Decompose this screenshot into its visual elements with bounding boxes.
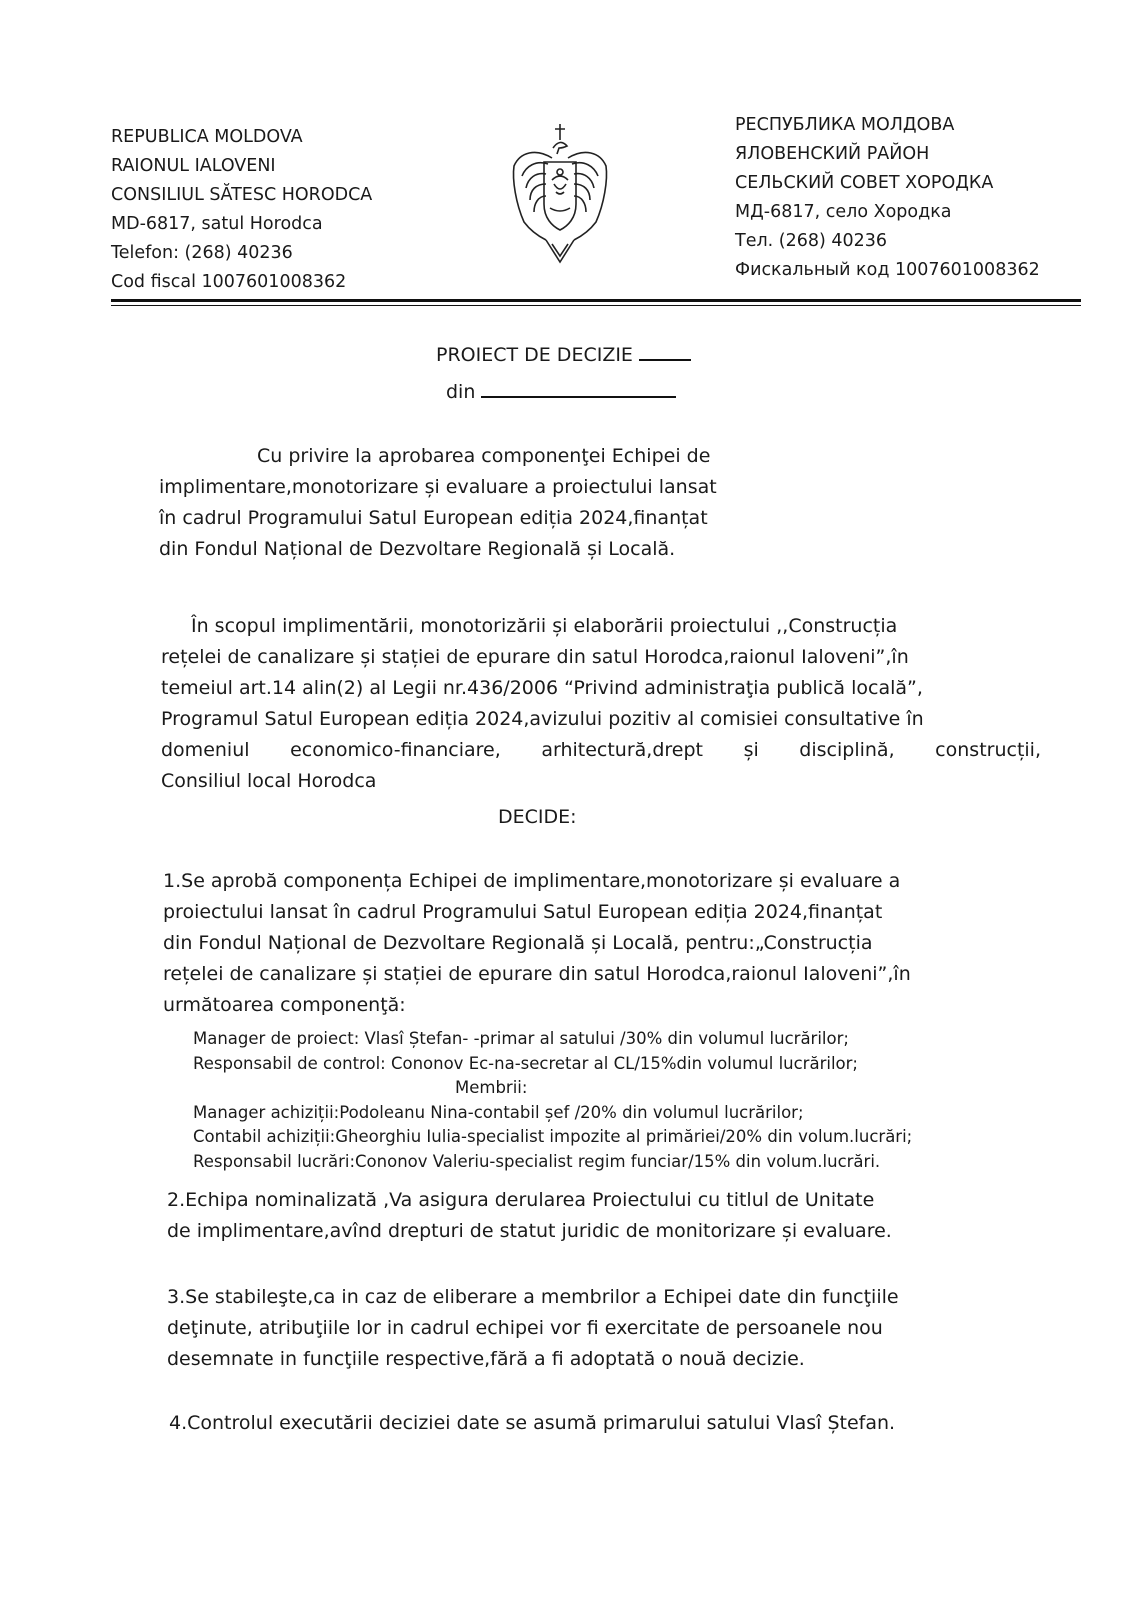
article-line: următoarea componenţă: <box>163 994 406 1016</box>
article-1 <box>163 866 1037 1021</box>
document-date <box>446 381 676 403</box>
article-line: 3.Se stabileşte,ca in caz de eliberare a membrilor a Echipei date din funcţiile <box>167 1286 899 1308</box>
title-text: PROIECT DE DECIZIE <box>436 344 633 366</box>
header-divider-thin <box>111 305 1081 306</box>
members-heading: Membrii: <box>455 1078 528 1097</box>
header-line: Тел. (268) 40236 <box>735 231 888 251</box>
article-line: rețelei de canalizare și stației de epurare din satul Horodca,raionul Ialoveni”,în <box>163 963 911 985</box>
member-manager: Manager de proiect: Vlasî Ștefan- -primar al satului /30% din volumul lucrărilor; <box>193 1029 849 1048</box>
article-line: desemnate in funcţiile respective,fără a fi adoptată o nouă decizie. <box>167 1348 805 1370</box>
preamble-line: temeiul art.14 alin(2) al Legii nr.436/2006 “Privind administraţia publică locală”, <box>161 677 923 699</box>
header-line: Cod fiscal 1007601008362 <box>111 272 347 292</box>
date-blank <box>481 382 676 398</box>
member-control: Responsabil de control: Cononov Ec-na-secretar al CL/15%din volumul lucrărilor; <box>193 1053 858 1073</box>
header-line: CONSILIUL SĂTESC HORODCA <box>111 185 373 205</box>
team-members-list <box>193 1027 912 1174</box>
preamble-paragraph <box>161 611 1041 797</box>
article-line: 1.Se aprobă componența Echipei de implimentare,monotorizare și evaluare a <box>163 870 901 892</box>
header-line: RAIONUL IALOVENI <box>111 156 276 176</box>
header-right-russian <box>735 111 1040 285</box>
header-line: Фискальный код 1007601008362 <box>735 260 1040 280</box>
subject-line: Cu privire la aprobarea componenţei Echipei de <box>257 445 711 467</box>
member-item: Manager achiziții:Podoleanu Nina-contabil șef /20% din volumul lucrărilor; <box>193 1102 804 1122</box>
article-3 <box>167 1282 1041 1375</box>
preamble-line: domeniul economico-financiare, arhitectură,drept și disciplină, construcții, <box>161 739 1041 761</box>
article-line: din Fondul Național de Dezvoltare Regională și Locală, pentru:„Construcția <box>163 932 873 954</box>
header-line: СЕЛЬСКИЙ СОВЕТ ХОРОДКА <box>735 173 994 193</box>
date-label: din <box>446 381 476 403</box>
article-line: deţinute, atribuţiile lor in cadrul echipei vor fi exercitate de persoanele nou <box>167 1317 883 1339</box>
article-line: proiectului lansat în cadrul Programului Satul European ediția 2024,finanțat <box>163 901 883 923</box>
subject-line: din Fondul Național de Dezvoltare Regională și Locală. <box>159 538 676 560</box>
header-line: ЯЛОВЕНСКИЙ РАЙОН <box>735 144 930 164</box>
header-line: РЕСПУБЛИКА МОЛДОВА <box>735 115 955 135</box>
preamble-line: Consiliul local Horodca <box>161 770 377 792</box>
article-4: 4.Controlul executării deciziei date se asumă primarului satului Vlasî Ștefan. <box>169 1412 896 1434</box>
decide-heading: DECIDE: <box>498 806 577 828</box>
decision-subject <box>159 441 819 565</box>
header-line: MD-6817, satul Horodca <box>111 214 323 234</box>
article-2 <box>167 1185 892 1247</box>
header-line: REPUBLICA MOLDOVA <box>111 127 303 147</box>
document-title <box>436 344 691 366</box>
preamble-line: În scopul implimentării, monotorizării și elaborării proiectului ,,Construcția <box>191 615 898 637</box>
subject-line: implimentare,monotorizare și evaluare a proiectului lansat <box>159 476 717 498</box>
member-item: Responsabil lucrări:Cononov Valeriu-specialist regim funciar/15% din volum.lucrări. <box>193 1151 881 1171</box>
header-line: Telefon: (268) 40236 <box>111 243 293 263</box>
member-item: Contabil achiziții:Gheorghiu Iulia-specialist impozite al primăriei/20% din volum.lucrări; <box>193 1127 913 1146</box>
decision-number-blank <box>639 345 691 361</box>
preamble-line: Programul Satul European ediția 2024,avizului pozitiv al comisiei consultative în <box>161 708 924 730</box>
header-divider-thick <box>111 299 1081 302</box>
header-line: МД-6817, село Хородка <box>735 202 952 222</box>
header-left-romanian <box>111 123 372 297</box>
article-line: de implimentare,avînd drepturi de statut juridic de monitorizare și evaluare. <box>167 1220 892 1242</box>
moldova-coat-of-arms-icon <box>506 118 614 268</box>
article-line: 2.Echipa nominalizată ,Va asigura derularea Proiectului cu titlul de Unitate <box>167 1189 875 1211</box>
subject-line: în cadrul Programului Satul European ediția 2024,finanțat <box>159 507 708 529</box>
preamble-line: rețelei de canalizare și stației de epurare din satul Horodca,raionul Ialoveni”,în <box>161 646 909 668</box>
